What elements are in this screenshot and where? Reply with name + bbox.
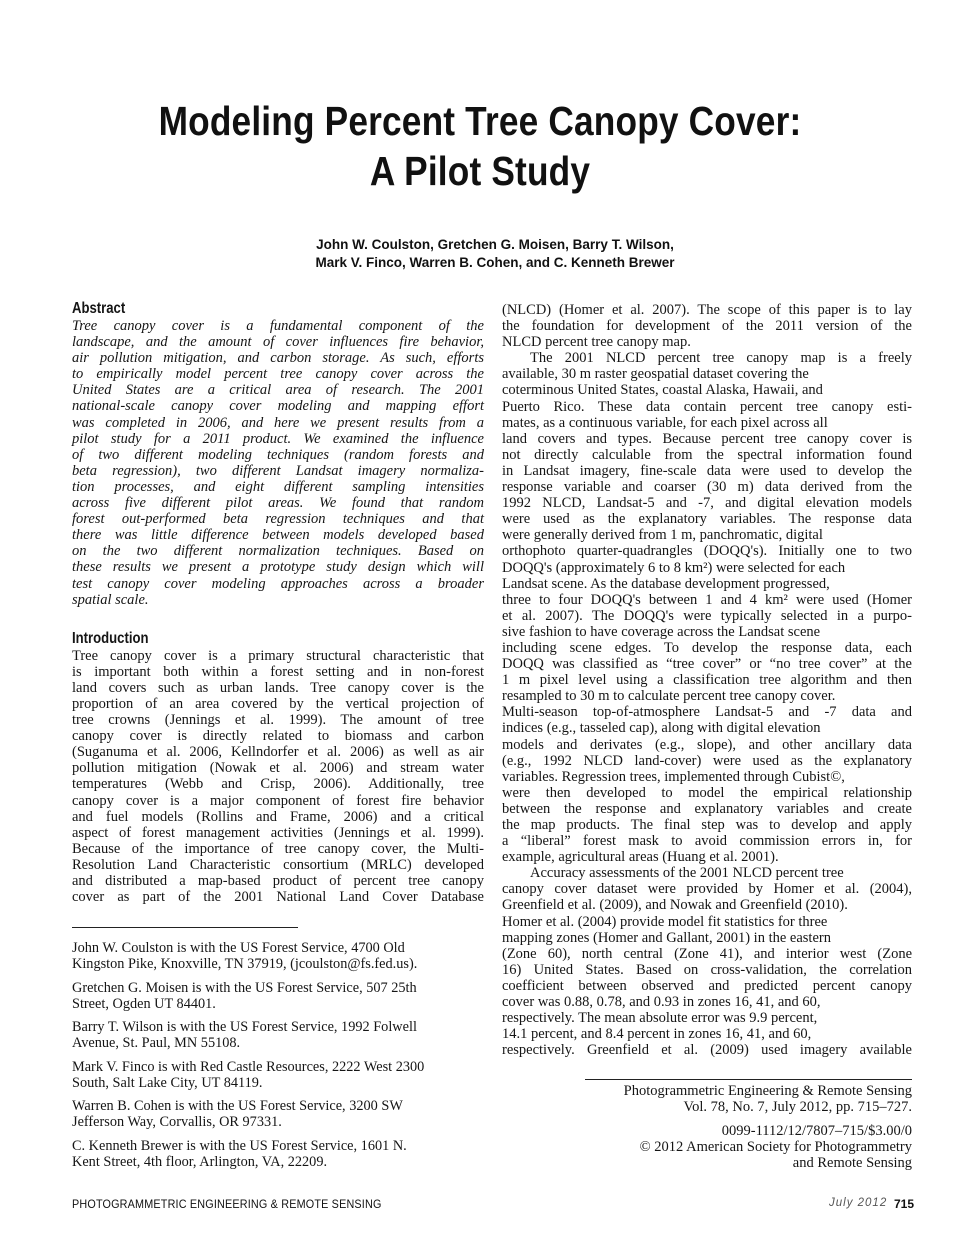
abstract-line: forest out-performed beta regression techniques and that — [72, 511, 484, 528]
body-line: example, agricultural areas (Huang et al. 2001). — [502, 849, 779, 866]
abstract-line: beta regression), two different Landsat imagery normaliza- — [72, 462, 484, 479]
introduction-heading: Introduction — [72, 629, 149, 647]
abstract-line: on the two different normalization techniques. Based on — [72, 543, 484, 560]
affiliation-line: Kingston Pike, Knoxville, TN 37919, (jcoulston@fs.fed.us). — [72, 956, 418, 972]
abstract-line: Tree canopy cover is a fundamental component of the — [72, 318, 484, 334]
paper-title — [67, 96, 893, 196]
body-line: three to four DOQQ's between 1 and 4 km² were used (Homer — [502, 591, 912, 608]
body-line: coterminous United States, coastal Alaska, Hawaii, and — [502, 382, 823, 399]
body-line: 16) United States. Based on cross-validation, the correlation — [502, 961, 912, 978]
body-line: 1 m pixel level using a classification tree algorithm and then — [502, 672, 912, 689]
abstract-line: United States are a critical area of research. The 2001 — [72, 382, 484, 399]
abstract-line: these results we present a prototype study design which will — [72, 559, 484, 576]
body-line: orthophoto quarter-quadrangles (DOQQ's). Initially one to two — [502, 543, 912, 560]
body-line: were then developed to model the empirical relationship — [502, 784, 912, 801]
body-line: (e.g., 1992 NLCD land-cover) were used as the explanatory — [502, 752, 912, 769]
body-line: were used as the explanatory variables. The response data — [502, 511, 912, 528]
publication-info-line: and Remote Sensing — [792, 1155, 912, 1171]
publication-info — [560, 1083, 912, 1171]
publication-info-line: 0099-1112/12/7807–715/$3.00/0 — [721, 1123, 912, 1139]
paper-title-line-1: Modeling Percent Tree Canopy Cover: — [158, 98, 802, 144]
affiliation-line: John W. Coulston is with the US Forest Service, 4700 Old — [72, 940, 405, 956]
body-line: (Zone 60), north central (Zone 41), and interior west (Zone — [502, 945, 912, 962]
body-line: Homer et al. (2004) provide model fit statistics for three — [502, 913, 828, 930]
body-line: Greenfield et al. (2009), and Nowak and Greenfield (2010). — [502, 897, 848, 914]
body-line: Landsat scene. As the database development progressed, — [502, 575, 830, 592]
abstract-line: air pollution mitigation, and carbon storage. As such, efforts — [72, 350, 484, 367]
abstract-body — [72, 318, 484, 608]
pub-info-separator — [585, 1079, 912, 1080]
introduction-line: Resolution Land Characteristic consortium (MRLC) developed — [72, 856, 484, 873]
abstract-line: across five different pilot areas. We found that random — [72, 495, 484, 512]
introduction-line: land covers such as urban lands. Tree canopy cover is the — [72, 679, 484, 696]
publication-info-line: © 2012 American Society for Photogrammetry — [639, 1139, 912, 1155]
introduction-line: cover as part of the 2001 National Land Cover Database — [72, 889, 484, 906]
affiliation-line: Street, Ogden UT 84401. — [72, 995, 216, 1012]
publication-info-line — [560, 1115, 912, 1123]
abstract-line: spatial scale. — [72, 591, 149, 608]
introduction-body — [72, 648, 484, 906]
abstract-line: pilot study for a 2011 product. We examined the influence — [72, 430, 484, 447]
body-line: land covers and types. Because percent tree canopy cover is — [502, 430, 912, 447]
introduction-line: and distributed a map-based product of percent tree canopy — [72, 873, 484, 889]
author-line-1: John W. Coulston, Gretchen G. Moisen, Barry T. Wilson, — [316, 237, 674, 252]
footer-date: July 2012 — [829, 1197, 888, 1209]
footer-journal-name: PHOTOGRAMMETRIC ENGINEERING & REMOTE SENSING — [72, 1197, 382, 1211]
body-line: response variable and coarser (30 m) data derived from the — [502, 479, 912, 496]
body-line: sive fashion to have coverage across the Landsat scene — [502, 623, 821, 640]
body-line: cover was 0.88, 0.78, and 0.93 in zones 16, 41, and 60, — [502, 994, 821, 1011]
introduction-line: and fuel models (Rollins and Frame, 2006) and a critical — [72, 808, 484, 825]
publication-info-line: Vol. 78, No. 7, July 2012, pp. 715–727. — [683, 1099, 912, 1115]
body-line: the foundation for development of the 2011 version of the — [502, 318, 912, 335]
body-line: the map products. The final step was to develop and apply — [502, 817, 912, 833]
author-affiliations — [72, 940, 484, 1177]
body-line: (NLCD) (Homer et al. 2007). The scope of this paper is to lay — [502, 302, 912, 318]
body-line: NLCD percent tree canopy map. — [502, 334, 691, 351]
affiliation-line: Mark V. Finco is with Red Castle Resources, 2222 West 2300 — [72, 1058, 425, 1075]
body-line: The 2001 NLCD percent tree canopy map is a freely — [530, 350, 912, 367]
introduction-line: temperatures (Webb and Crisp, 2006). Additionally, tree — [72, 776, 484, 793]
affiliation-note — [72, 980, 484, 1012]
body-line: including scene edges. To develop the response data, each — [502, 639, 912, 656]
introduction-line: pollution mitigation (Nowak et al. 2006) and stream water — [72, 760, 484, 777]
abstract-line: tion processes, and eight different sampling intensities — [72, 478, 484, 495]
body-line: a “liberal” forest mask to avoid commission errors in, for — [502, 833, 912, 850]
body-line: mapping zones (Homer and Gallant, 2001) in the eastern — [502, 929, 831, 946]
introduction-line: aspect of forest management activities (Jennings et al. 1999). — [72, 824, 484, 841]
abstract-line: national-scale canopy cover modeling and mapping effort — [72, 398, 484, 415]
page-number: 715 — [894, 1197, 915, 1211]
affiliation-line: Jefferson Way, Corvallis, OR 97331. — [72, 1114, 282, 1130]
abstract-line: of two different modeling techniques (random forests and — [72, 446, 484, 463]
abstract-line: to empirically model percent tree canopy cover across the — [72, 366, 484, 383]
body-line: were generally derived from 1 m, panchromatic, digital — [502, 527, 823, 544]
body-line: 14.1 percent, and 8.4 percent in zones 16, 41, and 60, — [502, 1026, 812, 1043]
introduction-line: Tree canopy cover is a primary structural characteristic that — [72, 647, 484, 664]
author-line-2: Mark V. Finco, Warren B. Cohen, and C. Kenneth Brewer — [315, 255, 675, 270]
body-line: indices (e.g., tasseled cap), along with digital elevation — [502, 720, 821, 737]
body-line: coefficient between observed and predicted percent canopy — [502, 977, 912, 994]
body-line: DOQQ's (approximately 6 to 8 km²) were selected for each — [502, 559, 846, 576]
affiliation-line: C. Kenneth Brewer is with the US Forest Service, 1601 N. — [72, 1137, 407, 1154]
introduction-line: (Suganuma et al. 2006, Kellndorfer et al. 2006) as well as air — [72, 744, 484, 761]
introduction-line: canopy cover is directly related to biomass and carbon — [72, 728, 484, 745]
body-line: mates, as a continuous variable, for each pixel across all — [502, 414, 828, 431]
abstract-heading: Abstract — [72, 300, 126, 317]
introduction-line: canopy cover is a major component of forest fire behavior — [72, 792, 484, 809]
introduction-line: Because of the importance of tree canopy cover, the Multi- — [72, 840, 484, 857]
abstract-line: test canopy cover modeling approaches across a broader — [72, 575, 484, 592]
footnote-separator — [72, 927, 298, 928]
body-line: Accuracy assessments of the 2001 NLCD percent tree — [530, 865, 844, 882]
publication-info-line: Photogrammetric Engineering & Remote Sensing — [623, 1083, 912, 1099]
affiliation-note — [72, 1138, 484, 1170]
affiliation-line: Gretchen G. Moisen is with the US Forest Service, 507 25th — [72, 979, 417, 996]
body-line: Puerto Rico. These data contain percent tree canopy esti- — [502, 398, 912, 415]
body-line: respectively. Greenfield et al. (2009) used imagery available — [502, 1042, 912, 1059]
abstract-line: there was little difference between models developed based — [72, 527, 484, 544]
body-line: variables. Regression trees, implemented through Cubist©, — [502, 768, 845, 785]
affiliation-line: South, Salt Lake City, UT 84119. — [72, 1074, 263, 1091]
body-line: in Landsat imagery, fine-scale data were used to develop the — [502, 462, 912, 479]
body-line: respectively. The mean absolute error was 9.9 percent, — [502, 1010, 818, 1027]
abstract-line: landscape, and the amount of cover influences fire behavior, — [72, 334, 484, 351]
body-line: Multi-season top-of-atmosphere Landsat-5 and -7 data and — [502, 704, 912, 721]
introduction-line: tree crowns (Jennings et al. 1999). The amount of tree — [72, 712, 484, 729]
body-line: not directly calculable from the spectral information found — [502, 446, 912, 463]
affiliation-line: Kent Street, 4th floor, Arlington, VA, 22209. — [72, 1153, 328, 1170]
introduction-line: is important both within a forest setting and in non-forest — [72, 663, 484, 680]
body-line: available, 30 m raster geospatial dataset covering the — [502, 366, 809, 383]
author-list — [0, 236, 960, 272]
body-line: et al. 2007). The DOQQ's were typically selected in a purpo- — [502, 607, 912, 624]
introduction-line: proportion of an area covered by the vertical projection of — [72, 695, 484, 712]
body-line: models and derivates (e.g., slope), and other ancillary data — [502, 736, 912, 753]
affiliation-line: Barry T. Wilson is with the US Forest Service, 1992 Folwell — [72, 1019, 417, 1035]
body-line: resampled to 30 m to calculate percent tree canopy cover. — [502, 688, 836, 705]
affiliation-note — [72, 940, 484, 972]
abstract-line: was completed in 2006, and here we present results from a — [72, 414, 484, 431]
body-line: DOQQ was classified as “tree cover” or “no tree cover” at the — [502, 656, 912, 673]
body-line: 1992 NLCD, Landsat-5 and -7, and digital elevation models — [502, 495, 912, 512]
affiliation-note — [72, 1098, 484, 1130]
affiliation-note — [72, 1059, 484, 1091]
body-line: between the response and explanatory variables and create — [502, 800, 912, 817]
affiliation-note — [72, 1019, 484, 1051]
affiliation-line: Avenue, St. Paul, MN 55108. — [72, 1035, 241, 1051]
right-column — [502, 302, 912, 1058]
body-line: canopy cover dataset were provided by Homer et al. (2004), — [502, 881, 912, 898]
affiliation-line: Warren B. Cohen is with the US Forest Service, 3200 SW — [72, 1098, 403, 1114]
left-column — [72, 300, 484, 905]
paper-title-line-2: A Pilot Study — [369, 148, 591, 194]
